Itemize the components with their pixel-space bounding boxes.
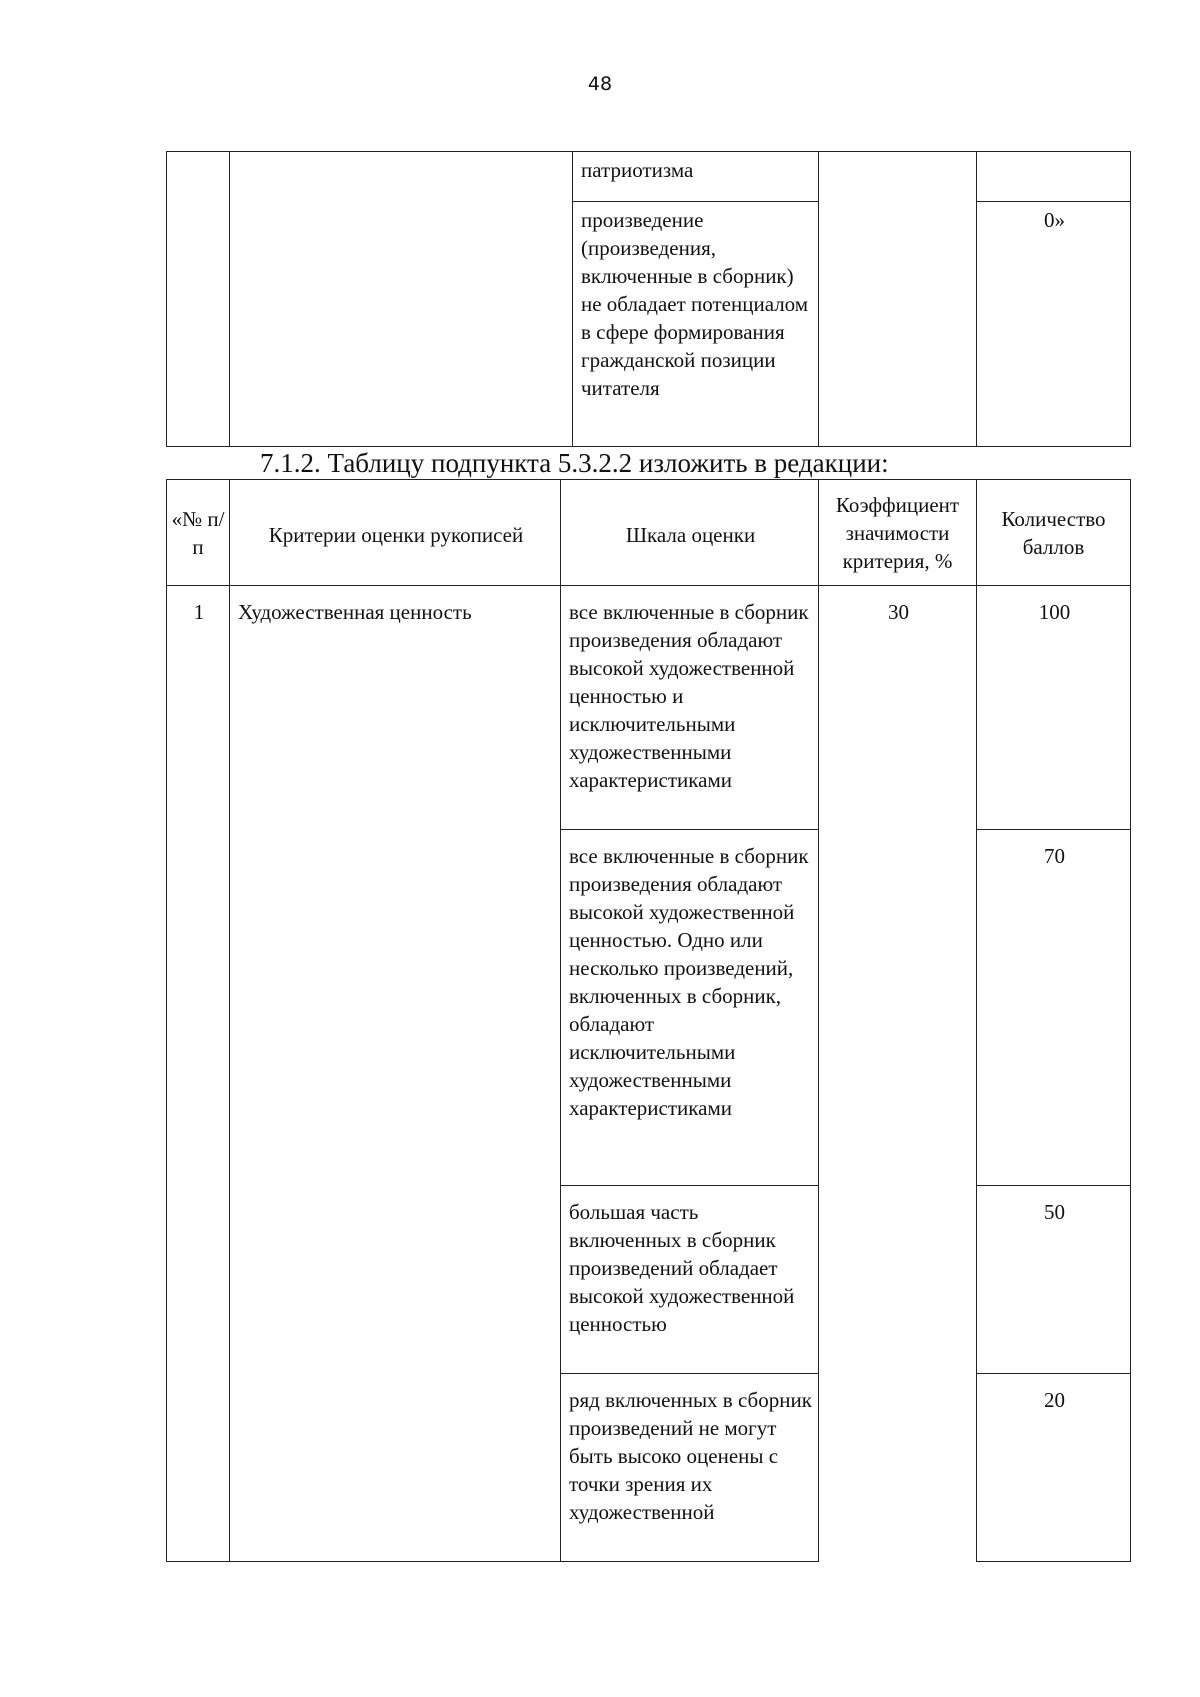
cont-scale-cell: произведение (произведения, включенные в сборник) не обладает потенциалом в сфере формирования гражданской позиции читателя bbox=[573, 202, 819, 447]
criterion-num-cell: 1 bbox=[167, 586, 230, 1562]
header-points: Количество баллов bbox=[977, 480, 1131, 586]
scale-cell: все включенные в сборник произведения обладают высокой художественной ценностью и исключительными художественными характеристиками bbox=[561, 586, 819, 830]
cont-scale-cell: патриотизма bbox=[573, 152, 819, 202]
criterion-coef-cell: 30 bbox=[819, 586, 977, 1562]
cont-coef-cell bbox=[819, 152, 977, 447]
header-scale: Шкала оценки bbox=[561, 480, 819, 586]
header-coef: Коэффициент значимости критерия, % bbox=[819, 480, 977, 586]
criterion-name-cell: Художественная ценность bbox=[230, 586, 561, 1562]
criteria-table bbox=[166, 479, 1131, 1562]
header-num: «№ п/п bbox=[167, 480, 230, 586]
header-row bbox=[167, 480, 1131, 586]
cont-points-cell bbox=[977, 152, 1131, 202]
page-number: 48 bbox=[587, 73, 613, 95]
cont-num-cell bbox=[167, 152, 230, 447]
cont-criteria-cell bbox=[230, 152, 573, 447]
scale-cell: большая часть включенных в сборник произведений обладает высокой художественной ценностью bbox=[561, 1186, 819, 1374]
scale-cell: ряд включенных в сборник произведений не могут быть высоко оценены с точки зрения их художественной bbox=[561, 1374, 819, 1562]
points-cell: 20 bbox=[977, 1374, 1131, 1562]
continuation-table bbox=[166, 151, 1131, 447]
points-cell: 50 bbox=[977, 1186, 1131, 1374]
points-cell: 70 bbox=[977, 830, 1131, 1186]
scale-cell: все включенные в сборник произведения обладают высокой художественной ценностью. Одно или несколько произведений, включенных в сборник, обладают исключительными художественными характеристиками bbox=[561, 830, 819, 1186]
table-row bbox=[167, 586, 1131, 830]
points-cell: 100 bbox=[977, 586, 1131, 830]
cont-points-cell: 0» bbox=[977, 202, 1131, 447]
header-criteria: Критерии оценки рукописей bbox=[230, 480, 561, 586]
section-heading: 7.1.2. Таблицу подпункта 5.3.2.2 изложить в редакции: bbox=[260, 448, 889, 478]
